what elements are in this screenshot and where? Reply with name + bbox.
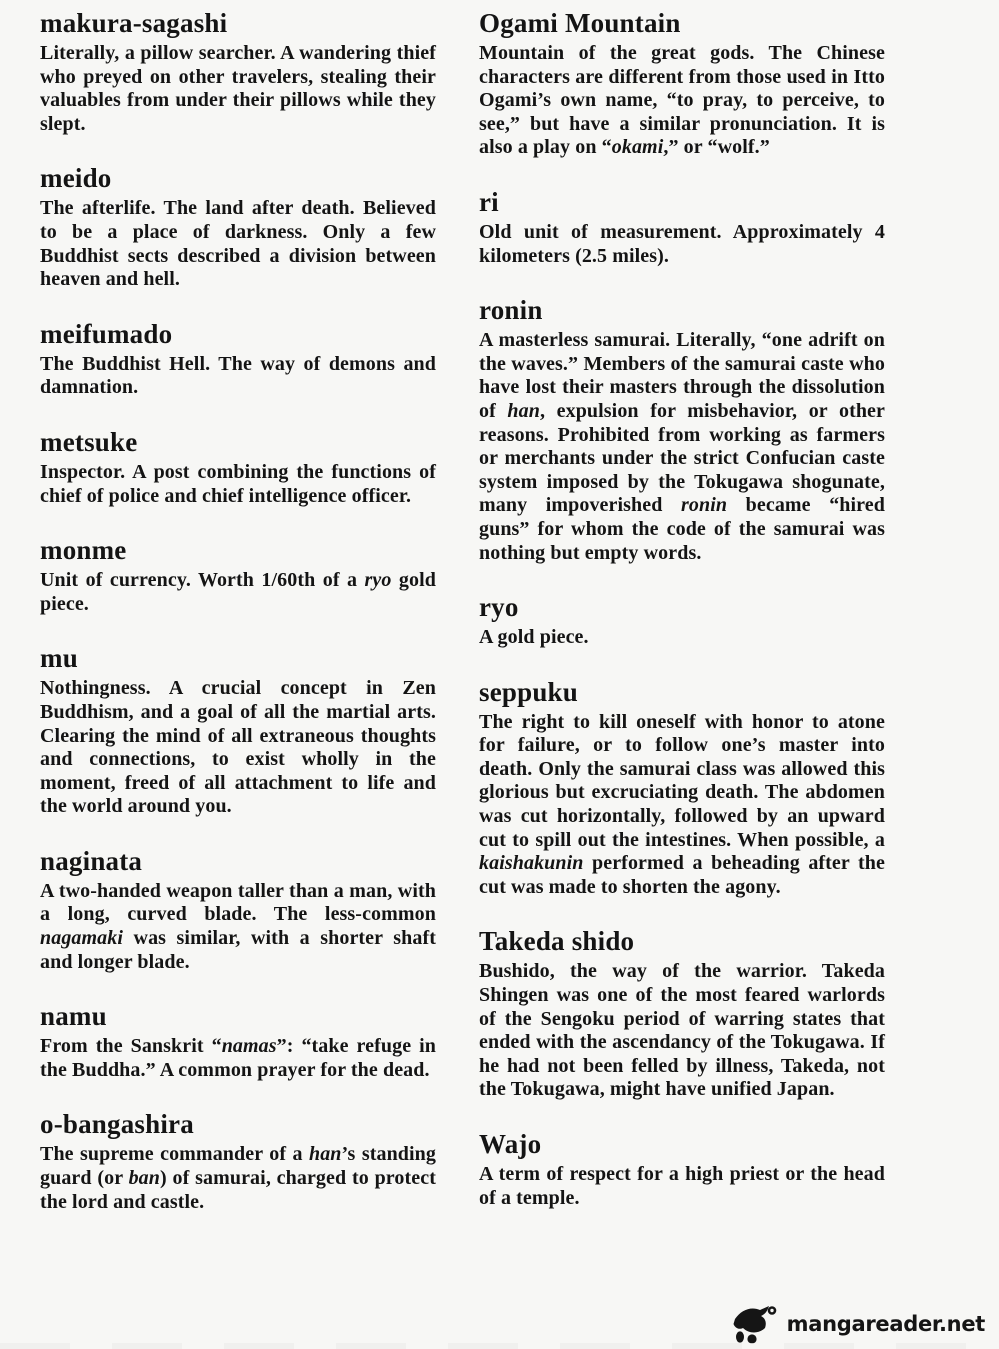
glossary-entry (40, 1109, 436, 1214)
glossary-definition: From the Sanskrit “namas”: “take refuge in the Buddha.” A common prayer for the dead. (40, 1035, 436, 1081)
glossary-entry (40, 8, 436, 136)
glossary-term: Ogami Mountain (479, 8, 681, 38)
glossary-term: Takeda shido (479, 926, 635, 957)
glossary-term: meifumado (40, 318, 173, 349)
glossary-column-left (40, 8, 436, 1241)
glossary-definition: A two-handed weapon taller than a man, with a long, curved blade. The less-common nagamaki was similar, with a shorter shaft and longer blade. (40, 879, 436, 973)
glossary-term: ri (479, 186, 499, 217)
glossary-definition: A term of respect for a high priest or the head of a temple. (479, 1163, 885, 1209)
glossary-entry (479, 295, 885, 565)
glossary-term: naginata (40, 845, 143, 876)
glossary-entry (40, 535, 436, 616)
watermark-site-text: mangareader.net (786, 1312, 985, 1336)
glossary-definition: Old unit of measurement. Approximately 4 kilometers (2.5 miles). (479, 220, 885, 267)
glossary-term: namu (40, 1001, 107, 1032)
glossary-term: o-bangashira (40, 1109, 194, 1140)
glossary-definition: The supreme commander of a han’s standing guard (or ban) of samurai, charged to protect the lord and castle. (40, 1143, 436, 1213)
glossary-term: seppuku (479, 676, 578, 707)
glossary-term: metsuke (40, 426, 138, 457)
mangareader-mascot-icon (732, 1304, 784, 1344)
glossary-definition: Unit of currency. Worth 1/60th of a ryo gold piece. (40, 569, 436, 615)
next-page-scan-edge (0, 1343, 999, 1349)
glossary-entry (40, 1001, 436, 1082)
glossary-entry (40, 846, 436, 974)
glossary-entry (40, 163, 436, 291)
glossary-column-right (479, 8, 885, 1237)
glossary-term: meido (40, 163, 112, 194)
glossary-definition: Literally, a pillow searcher. A wandering thief who preyed on other travelers, stealing their valuables from under their pillows while they slept. (40, 42, 436, 135)
glossary-term: monme (40, 535, 127, 566)
glossary-definition: The Buddhist Hell. The way of demons and damnation. (40, 352, 436, 399)
glossary-entry (479, 1129, 885, 1210)
glossary-entry (40, 319, 436, 400)
glossary-definition: Mountain of the great gods. The Chinese characters are different from those used in Itto Ogami’s own name, “to pray, to perceive, to see,” but have a similar pronunciation. It is also a play on “okami,” or “wolf.” (479, 42, 885, 159)
glossary-term: Wajo (479, 1129, 542, 1159)
glossary-entry (479, 187, 885, 268)
glossary-definition: A gold piece. (479, 626, 589, 649)
glossary-entry (479, 926, 885, 1102)
glossary-definition: Nothingness. A crucial concept in Zen Buddhism, and a goal of all the martial arts. Clearing the mind of all extraneous thoughts and connections, to exist wholly in the moment, freed of all attachment to life and the world around you. (40, 677, 436, 818)
glossary-definition: Bushido, the way of the warrior. Takeda Shingen was one of the most feared warlords of the Sengoku period of warring states that ended with the ascendancy of the Tokugawa. If he had not been felled by illness, Takeda, not the Tokugawa, might have unified Japan. (479, 960, 885, 1101)
glossary-entry (479, 8, 885, 160)
glossary-entry (479, 677, 885, 900)
glossary-entry (40, 427, 436, 508)
glossary-term: mu (40, 643, 78, 674)
glossary-definition: The right to kill oneself with honor to atone for failure, or to follow one’s master into death. Only the samurai class was allowed this glorious but excruciating death. The abdomen was cut horizontally, followed by an upward cut to spill out the intestines. When possible, a kaishakunin performed a beheading after the cut was made to shorten the agony. (479, 710, 885, 898)
glossary-term: makura-sagashi (40, 8, 228, 38)
glossary-entry (40, 643, 436, 819)
watermark (732, 1304, 985, 1344)
glossary-entry (479, 592, 885, 650)
glossary-term: ryo (479, 592, 519, 623)
glossary-definition: A masterless samurai. Literally, “one adrift on the waves.” Members of the samurai caste who have lost their masters through the dissolution of han, expulsion for misbehavior, or other reasons. Prohibited from working as farmers or merchants under the strict Confucian caste system imposed by the Tokugawa shogunate, many impoverished ronin became “hired guns” for whom the code of the samurai was nothing but empty words. (479, 329, 885, 564)
glossary-definition: Inspector. A post combining the functions of chief of police and chief intelligence officer. (40, 460, 436, 507)
glossary-definition: The afterlife. The land after death. Believed to be a place of darkness. Only a few Buddhist sects described a division between heaven and hell. (40, 197, 436, 291)
glossary-term: ronin (479, 295, 543, 326)
